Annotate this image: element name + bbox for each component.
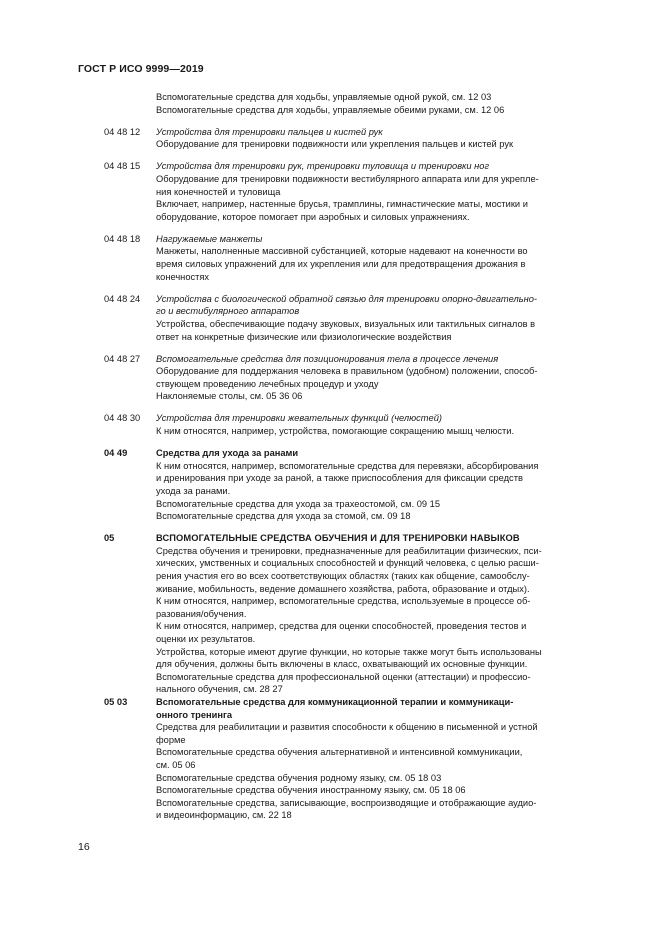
text-line: К ним относятся, например, средства для оценки способностей, проведения тестов и <box>156 621 527 632</box>
entry-code: 05 <box>104 533 115 544</box>
document-header: ГОСТ Р ИСО 9999—2019 <box>78 63 204 75</box>
text-line: конечностях <box>156 271 210 282</box>
entry-code: 04 48 30 <box>104 413 141 424</box>
entry-title: Устройства с биологической обратной связью для тренировки опорно-двигательно- <box>156 293 537 304</box>
entry-title: онного тренинга <box>156 709 232 720</box>
text-line: Вспомогательные средства для ухода за стомой, см. 09 18 <box>156 511 411 522</box>
text-line: Вспомогательные средства, записывающие, воспроизводящие и отображающие аудио- <box>156 797 537 808</box>
entry-title: ВСПОМОГАТЕЛЬНЫЕ СРЕДСТВА ОБУЧЕНИЯ И ДЛЯ ТРЕНИРОВКИ НАВЫКОВ <box>156 533 520 544</box>
entry-05-03 <box>104 696 614 822</box>
text-line: Оборудование для тренировки подвижности или укрепления пальцев и кистей рук <box>156 139 514 150</box>
text-line: Средства обучения и тренировки, предназначенные для реабилитации физических, пси- <box>156 545 542 556</box>
text-line: ухода за ранами. <box>156 485 231 496</box>
entry-code: 04 48 15 <box>104 161 141 172</box>
entry-title: Нагружаемые манжеты <box>156 233 263 244</box>
text-line: разования/обучения. <box>156 608 247 619</box>
page-number: 16 <box>78 841 90 853</box>
text-line: К ним относятся, например, вспомогательные средства для перевязки, абсорбирования <box>156 460 539 471</box>
text-line: ствующем проведению лечебных процедур и уходу <box>156 378 379 389</box>
entry-code: 04 48 24 <box>104 293 141 304</box>
text-line: время силовых упражнений для их укрепления или для предотвращения дрожания в <box>156 259 526 270</box>
entry-code: 04 48 27 <box>104 353 141 364</box>
text-line: Устройства, которые имеют другие функции, но которые также могут быть использованы <box>156 646 542 657</box>
text-line: Оборудование для тренировки подвижности вестибулярного аппарата или для укрепле- <box>156 173 539 184</box>
text-line: и дренирования при уходе за раной, а также приспособления для фиксации средств <box>156 473 523 484</box>
text-line: хических, умственных и социальных способностей и функций человека, с целью расши- <box>156 558 539 569</box>
text-line: Средства для реабилитации и развития способности к общению в письменной и устной <box>156 722 538 733</box>
continuation-block <box>104 91 614 116</box>
entry-code: 05 03 <box>104 696 128 707</box>
entry-04-49 <box>104 447 614 523</box>
text-line: Вспомогательные средства для профессиональной оценки (аттестации) и профессио- <box>156 671 531 682</box>
entry-title: Устройства для тренировки жевательных функций (челюстей) <box>156 413 442 424</box>
text-line: Наклоняемые столы, см. 05 36 06 <box>156 391 303 402</box>
text-line: ния конечностей и туловища <box>156 186 281 197</box>
text-line: Включает, например, настенные брусья, трамплины, гимнастические маты, мостики и <box>156 199 528 210</box>
text-line: ответ на конкретные физические или физиологические воздействия <box>156 331 452 342</box>
text-line: К ним относятся, например, вспомогательные средства, используемые в процессе об- <box>156 596 531 607</box>
text-line: и видеоинформацию, см. 22 18 <box>156 810 292 821</box>
text-line: см. 05 06 <box>156 759 196 770</box>
entry-04-48-18 <box>104 233 614 283</box>
text-line: Манжеты, наполненные массивной субстанцией, которые надевают на конечности во <box>156 246 528 257</box>
entry-05 <box>104 532 614 696</box>
entry-04-48-30 <box>104 412 614 437</box>
entry-title: Устройства для тренировки рук, тренировки туловища и тренировки ног <box>156 161 490 172</box>
entry-04-48-27 <box>104 353 614 403</box>
text-line: К ним относятся, например, устройства, помогающие сокращению мышц челюсти. <box>156 426 515 437</box>
text-line: Вспомогательные средства обучения альтернативной и интенсивной коммуникации, <box>156 747 523 758</box>
entry-04-48-24 <box>104 293 614 343</box>
entry-title: Вспомогательные средства для коммуникационной терапии и коммуникаци- <box>156 696 514 707</box>
entry-title: го и вестибулярного аппаратов <box>156 306 300 317</box>
entry-04-48-12 <box>104 126 614 151</box>
text-line: оценки их результатов. <box>156 633 256 644</box>
text-line: Оборудование для поддержания человека в правильном (удобном) положении, способ- <box>156 366 538 377</box>
text-line: Вспомогательные средства для ходьбы, управляемые обеими руками, см. 12 06 <box>156 104 505 115</box>
text-line: Вспомогательные средства для ухода за трахеостомой, см. 09 15 <box>156 498 440 509</box>
text-line: живание, мобильность, ведение домашнего хозяйства, работа, образование и отдых). <box>156 583 530 594</box>
entry-title: Средства для ухода за ранами <box>156 448 299 459</box>
entry-code: 04 49 <box>104 448 128 459</box>
text-line: нального обучения, см. 28 27 <box>156 684 283 695</box>
text-line: Устройства, обеспечивающие подачу звуковых, визуальных или тактильных сигналов в <box>156 318 536 329</box>
entry-title: Устройства для тренировки пальцев и кистей рук <box>156 126 383 137</box>
entry-title: Вспомогательные средства для позиционирования тела в процессе лечения <box>156 353 499 364</box>
classification-content <box>104 91 614 822</box>
text-line: Вспомогательные средства обучения иностранному языку, см. 05 18 06 <box>156 785 466 796</box>
text-line: для обучения, должны быть включены в класс, охватывающий их основные функции. <box>156 659 528 670</box>
entry-code: 04 48 18 <box>104 233 141 244</box>
entry-code: 04 48 12 <box>104 126 141 137</box>
text-line: Вспомогательные средства обучения родному языку, см. 05 18 03 <box>156 772 442 783</box>
entry-04-48-15 <box>104 160 614 223</box>
text-line: форме <box>156 734 186 745</box>
text-line: оборудование, которое помогает при аэробных и силовых упражнениях. <box>156 211 470 222</box>
text-line: рения участия его во всех соответствующих областях (таких как общение, самообслу- <box>156 571 530 581</box>
text-line: Вспомогательные средства для ходьбы, управляемые одной рукой, см. 12 03 <box>156 92 492 102</box>
